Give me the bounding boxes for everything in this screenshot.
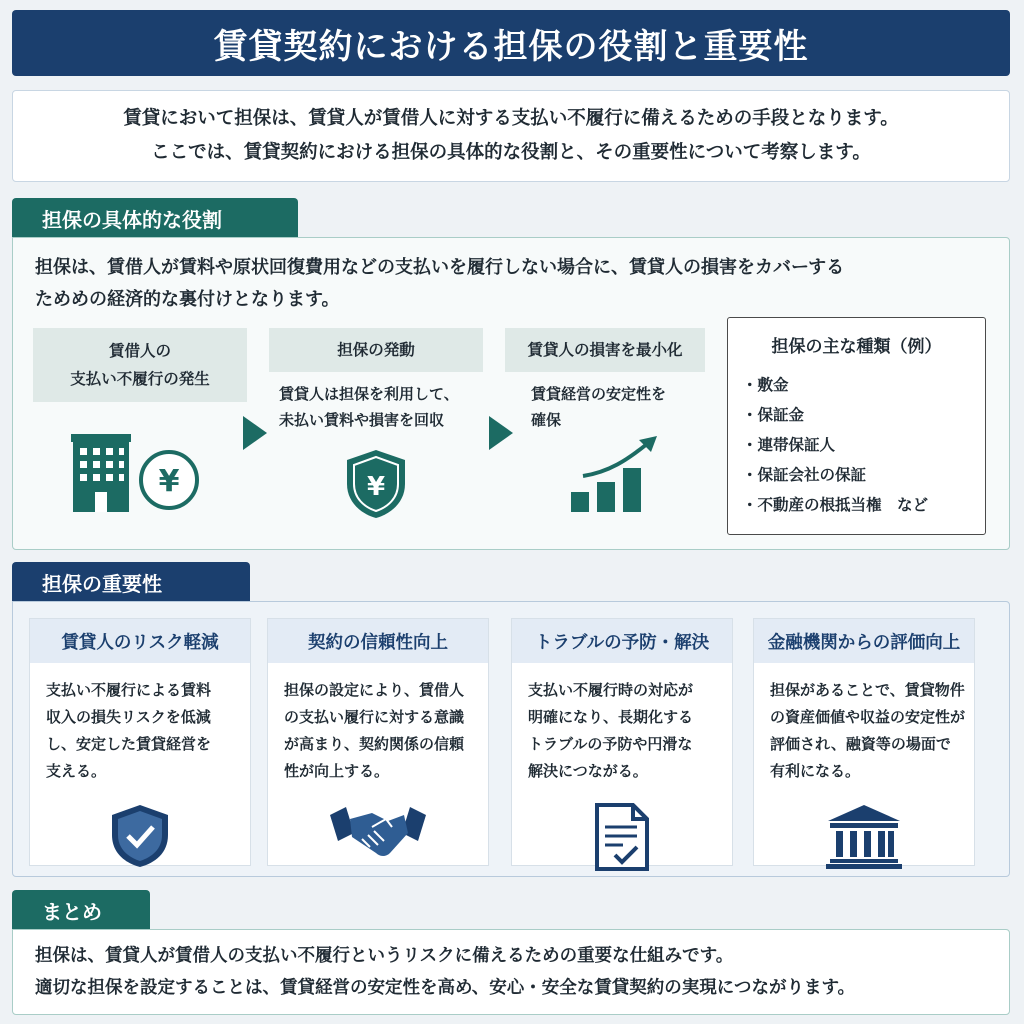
card-line: トラブルの予防や円滑な	[528, 735, 693, 753]
roles-text-line-2: ためめの経済的な裏付けとなります。	[35, 289, 340, 310]
step-1-head-line-1: 賃借人の	[108, 342, 171, 360]
intro-line-1: 賃貸において担保は、賃貸人が賃借人に対する支払い不履行に備えるための手段となります。	[123, 108, 899, 129]
step-2-head: 担保の発動	[269, 328, 483, 372]
collateral-types-box	[727, 317, 986, 535]
step-3-head: 賃貸人の損害を最小化	[505, 328, 705, 372]
list-item: ・不動産の根抵当権 など	[742, 496, 929, 514]
importance-card-4	[753, 618, 975, 866]
card-line: の支払い履行に対する意識	[284, 708, 465, 726]
step-3-desc-line-1: 賃貸経営の安定性を	[531, 385, 667, 403]
step-2-desc-line-2: 未払い賃料や損害を回収	[279, 411, 445, 429]
card-line: 解決につながる。	[528, 762, 648, 780]
shield-yen-icon	[345, 448, 407, 520]
importance-card-2	[267, 618, 489, 866]
card-line: 担保があることで、賃貸物件	[770, 681, 965, 699]
shield-check-icon	[110, 803, 170, 869]
step-1-head	[33, 328, 247, 402]
importance-card-1	[29, 618, 251, 866]
handshake-icon	[328, 803, 428, 865]
step-3-desc-line-2: 確保	[531, 411, 562, 429]
roles-section	[12, 237, 1010, 550]
summary-text	[35, 940, 855, 1004]
svg-text:¥: ¥	[158, 464, 180, 499]
intro-box	[12, 90, 1010, 182]
card-line: 担保の設定により、賃借人	[284, 681, 465, 699]
summary-section-label: まとめ	[12, 890, 150, 930]
importance-section	[12, 601, 1010, 877]
card-line: 支払い不履行による賃料	[46, 681, 212, 699]
card-title: 金融機関からの評価向上	[754, 619, 974, 663]
flow-arrow-2	[489, 416, 513, 450]
flow-arrow-1	[243, 416, 267, 450]
page-title: 賃貸契約における担保の役割と重要性	[12, 10, 1010, 76]
step-2-desc-line-1: 賃貸人は担保を利用して、	[279, 385, 459, 403]
card-body	[46, 677, 242, 785]
step-1-head-line-2: 支払い不履行の発生	[70, 370, 210, 388]
importance-card-3	[511, 618, 733, 866]
collateral-types-list	[742, 370, 928, 520]
card-body	[528, 677, 724, 785]
card-line: の資産価値や収益の安定性が	[770, 708, 966, 726]
card-line: 評価され、融資等の場面で	[770, 735, 951, 753]
card-title: トラブルの予防・解決	[512, 619, 732, 663]
svg-text:¥: ¥	[366, 472, 386, 502]
intro-line-2: ここでは、賃貸契約における担保の具体的な役割と、その重要性について考察します。	[151, 142, 871, 163]
step-2-desc	[279, 381, 489, 433]
roles-section-label: 担保の具体的な役割	[12, 198, 298, 238]
building-yen-icon	[71, 432, 201, 514]
card-line: 支払い不履行時の対応が	[528, 681, 694, 699]
list-item: ・連帯保証人	[742, 436, 836, 454]
summary-line-1: 担保は、賃貸人が賃借人の支払い不履行というリスクに備えるための重要な仕組みです。	[35, 946, 734, 966]
card-body	[284, 677, 480, 785]
card-line: 収入の損失リスクを低減	[46, 708, 211, 726]
list-item: ・敷金	[742, 376, 789, 394]
list-item: ・保証金	[742, 406, 805, 424]
card-line: 支える。	[46, 762, 107, 780]
summary-section	[12, 929, 1010, 1015]
importance-section-label: 担保の重要性	[12, 562, 250, 602]
summary-line-2: 適切な担保を設定することは、賃貸経営の安定性を高め、安心・安全な賃貸契約の実現につながります。	[35, 978, 856, 998]
roles-description	[35, 252, 995, 316]
roles-text-line-1: 担保は、賃借人が賃料や原状回復費用などの支払いを履行しない場合に、賃貸人の損害をカバーする	[35, 257, 845, 278]
card-line: が高まり、契約関係の信頼	[284, 735, 465, 753]
bank-icon	[826, 803, 902, 869]
document-check-icon	[593, 803, 651, 871]
card-line: 明確になり、長期化する	[528, 708, 694, 726]
step-3-desc	[531, 381, 711, 433]
collateral-types-title: 担保の主な種類（例）	[771, 337, 942, 357]
list-item: ・保証会社の保証	[742, 466, 867, 484]
card-title: 契約の信頼性向上	[268, 619, 488, 663]
card-title: 賃貸人のリスク軽減	[30, 619, 250, 663]
card-line: 有利になる。	[770, 762, 861, 780]
card-body	[770, 677, 966, 785]
growth-chart-icon	[569, 434, 661, 514]
card-line: 性が向上する。	[284, 762, 390, 780]
card-line: し、安定した賃貸経営を	[46, 735, 212, 753]
